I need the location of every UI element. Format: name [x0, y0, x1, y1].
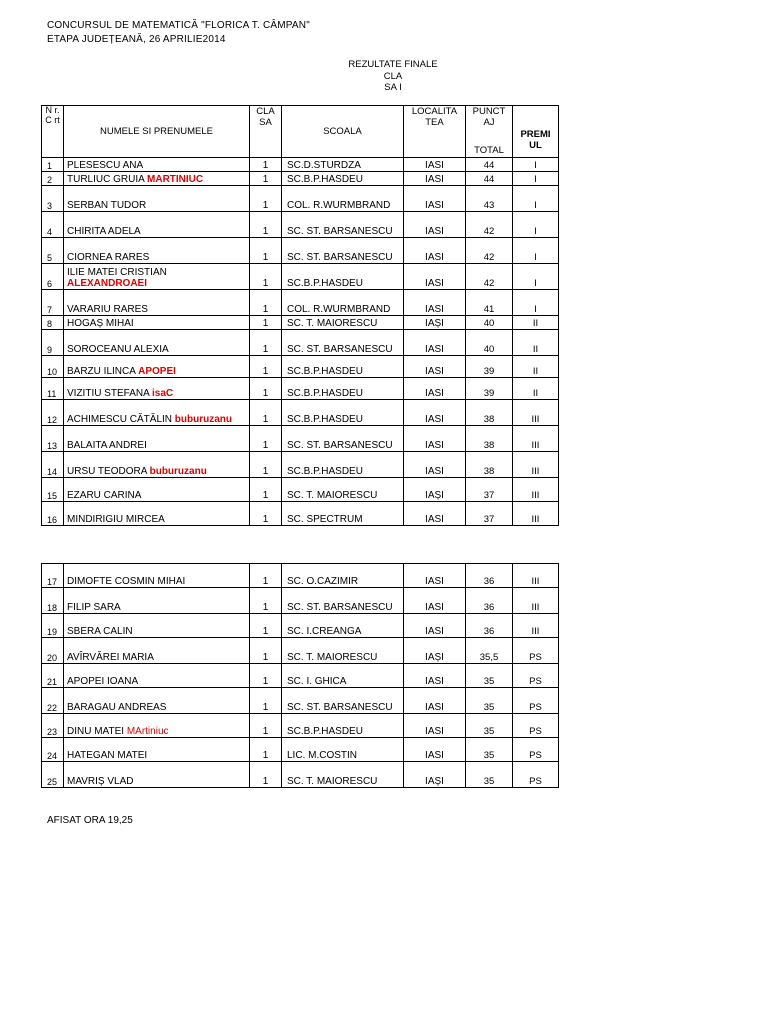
locality: IASI [404, 452, 466, 478]
school-name: SC. I. GHICA [282, 664, 404, 688]
row-number: 10 [42, 356, 64, 378]
locality: IASI [404, 212, 466, 238]
score-total: 38 [466, 426, 513, 452]
student-name [64, 564, 250, 588]
student-name [64, 614, 250, 638]
locality: IASI [404, 186, 466, 212]
table-row [42, 588, 559, 614]
table-row [42, 400, 559, 426]
student-name [64, 588, 250, 614]
score-total: 42 [466, 264, 513, 290]
table-row [42, 738, 559, 762]
class-value: 1 [250, 238, 282, 264]
locality: IAȘI [404, 478, 466, 502]
locality: IASI [404, 264, 466, 290]
score-total: 39 [466, 356, 513, 378]
student-name [64, 356, 250, 378]
student-name-text: BARZU ILINCA [67, 366, 139, 377]
locality: IAȘI [404, 316, 466, 330]
col-locality-header: LOCALITA TEA [404, 106, 466, 158]
locality: IASI [404, 290, 466, 316]
row-number: 2 [42, 172, 64, 186]
row-number: 5 [42, 238, 64, 264]
locality: IASI [404, 614, 466, 638]
col-prize-header: PREMI UL [513, 106, 559, 158]
student-name-text: VIZITIU STEFANA [67, 388, 153, 399]
score-total: 40 [466, 316, 513, 330]
student-name [64, 264, 250, 290]
school-name: SC.D.STURDZA [282, 158, 404, 172]
prize: III [513, 452, 559, 478]
table-row [42, 378, 559, 400]
prize: I [513, 172, 559, 186]
student-surname-highlight: MArtiniuc [126, 726, 169, 737]
locality: IASI [404, 714, 466, 738]
score-total: 35,5 [466, 638, 513, 664]
row-number: 17 [42, 564, 64, 588]
score-total: 41 [466, 290, 513, 316]
student-name [64, 316, 250, 330]
score-total: 36 [466, 614, 513, 638]
score-total: 37 [466, 502, 513, 526]
school-name: SC.B.P.HASDEU [282, 356, 404, 378]
results-table-1 [41, 105, 559, 526]
locality: IASI [404, 664, 466, 688]
locality: IAȘI [404, 638, 466, 664]
table-row [42, 452, 559, 478]
score-total: 35 [466, 664, 513, 688]
prize: PS [513, 638, 559, 664]
school-name: SC. T. MAIORESCU [282, 638, 404, 664]
row-number: 25 [42, 762, 64, 788]
student-surname-highlight: ALEXANDROAEI [67, 278, 148, 289]
student-name [64, 172, 250, 186]
school-name: SC. ST. BARSANESCU [282, 212, 404, 238]
table-row [42, 212, 559, 238]
class-value: 1 [250, 400, 282, 426]
student-name-text: DINU MATEI [67, 726, 127, 737]
class-value: 1 [250, 426, 282, 452]
score-total: 35 [466, 762, 513, 788]
class-value: 1 [250, 502, 282, 526]
row-number: 14 [42, 452, 64, 478]
table-row [42, 290, 559, 316]
locality: IASI [404, 330, 466, 356]
school-name: SC. ST. BARSANESCU [282, 426, 404, 452]
locality: IASI [404, 158, 466, 172]
school-name: SC. T. MAIORESCU [282, 478, 404, 502]
class-value: 1 [250, 688, 282, 714]
score-total: 36 [466, 564, 513, 588]
class-value: 1 [250, 564, 282, 588]
class-value: 1 [250, 212, 282, 238]
class-value: 1 [250, 316, 282, 330]
student-name-text: PLESESCU ANA [67, 160, 144, 171]
table-row [42, 688, 559, 714]
row-number: 11 [42, 378, 64, 400]
student-name-text: VARARIU RARES [67, 304, 148, 315]
table-row [42, 186, 559, 212]
student-surname-highlight: MARTINIUC [147, 174, 204, 185]
student-name [64, 426, 250, 452]
student-name-text: SBERA CALIN [67, 626, 133, 637]
student-surname-highlight: buburuzanu [174, 414, 233, 425]
locality: IASI [404, 426, 466, 452]
prize: I [513, 264, 559, 290]
student-name-text: CHIRITA ADELA [67, 226, 141, 237]
table-row [42, 316, 559, 330]
student-name [64, 330, 250, 356]
class-value: 1 [250, 638, 282, 664]
table-row [42, 614, 559, 638]
score-total: 35 [466, 688, 513, 714]
school-name: SC. ST. BARSANESCU [282, 588, 404, 614]
row-number: 23 [42, 714, 64, 738]
class-value: 1 [250, 158, 282, 172]
contest-stage: ETAPA JUDEȚEANĂ, 26 APRILIE2014 [47, 34, 226, 45]
prize: PS [513, 688, 559, 714]
class-value: 1 [250, 378, 282, 400]
student-name-text: HATEGAN MATEI [67, 750, 148, 761]
student-name [64, 158, 250, 172]
prize: III [513, 614, 559, 638]
student-name [64, 378, 250, 400]
locality: IASI [404, 356, 466, 378]
school-name: SC.B.P.HASDEU [282, 452, 404, 478]
class-value: 1 [250, 738, 282, 762]
col-score-label: PUNCT AJ [472, 106, 506, 128]
school-name: SC. ST. BARSANESCU [282, 330, 404, 356]
table-row [42, 664, 559, 688]
student-name-text: AVÎRVĂREI MARIA [67, 652, 154, 663]
school-name: SC. I.CREANGA [282, 614, 404, 638]
row-number: 7 [42, 290, 64, 316]
locality: IASI [404, 688, 466, 714]
contest-title: CONCURSUL DE MATEMATICĂ "FLORICA T. CÂMPAN" [47, 20, 310, 31]
posted-time: AFISAT ORA 19,25 [47, 815, 133, 826]
student-name [64, 238, 250, 264]
class-value: 1 [250, 614, 282, 638]
prize: PS [513, 714, 559, 738]
row-number: 12 [42, 400, 64, 426]
row-number: 19 [42, 614, 64, 638]
col-class-header: CLA SA [250, 106, 282, 158]
score-total: 38 [466, 452, 513, 478]
school-name: SC. ST. BARSANESCU [282, 238, 404, 264]
table-row [42, 426, 559, 452]
school-name: SC.B.P.HASDEU [282, 172, 404, 186]
score-total: 44 [466, 158, 513, 172]
row-number: 13 [42, 426, 64, 452]
school-name: SC. T. MAIORESCU [282, 316, 404, 330]
col-name-header: NUMELE SI PRENUMELE [64, 106, 250, 158]
row-number: 9 [42, 330, 64, 356]
row-number: 21 [42, 664, 64, 688]
student-name-text: TURLIUC GRUIA [67, 174, 148, 185]
student-name-text: MAVRIȘ VLAD [67, 776, 134, 787]
student-name [64, 738, 250, 762]
locality: IAȘI [404, 762, 466, 788]
row-number: 16 [42, 502, 64, 526]
prize: I [513, 290, 559, 316]
student-name [64, 212, 250, 238]
class-value: 1 [250, 452, 282, 478]
student-name [64, 400, 250, 426]
table-row [42, 478, 559, 502]
row-number: 8 [42, 316, 64, 330]
student-name-text: SERBAN TUDOR [67, 200, 147, 211]
prize: PS [513, 664, 559, 688]
student-name [64, 502, 250, 526]
class-value: 1 [250, 330, 282, 356]
student-name [64, 664, 250, 688]
table-row [42, 330, 559, 356]
table-row [42, 714, 559, 738]
row-number: 24 [42, 738, 64, 762]
student-name [64, 478, 250, 502]
score-total: 40 [466, 330, 513, 356]
prize: III [513, 426, 559, 452]
prize: II [513, 378, 559, 400]
school-name: COL. R.WURMBRAND [282, 290, 404, 316]
school-name: SC. SPECTRUM [282, 502, 404, 526]
score-total: 44 [466, 172, 513, 186]
header-row [42, 106, 559, 158]
results-title: REZULTATE FINALE [348, 59, 438, 70]
locality: IASI [404, 588, 466, 614]
class-label-1: CLA [383, 71, 403, 82]
student-name [64, 186, 250, 212]
prize: III [513, 478, 559, 502]
class-value: 1 [250, 664, 282, 688]
student-surname-highlight: isaC [152, 388, 174, 399]
locality: IASI [404, 502, 466, 526]
prize: PS [513, 762, 559, 788]
prize: I [513, 238, 559, 264]
prize: II [513, 356, 559, 378]
table-row [42, 172, 559, 186]
class-label-2: SA I [384, 82, 402, 93]
school-name: SC. O.CAZIMIR [282, 564, 404, 588]
score-total: 39 [466, 378, 513, 400]
score-total: 38 [466, 400, 513, 426]
table-row [42, 564, 559, 588]
student-surname-highlight: buburuzanu [149, 466, 207, 477]
table-row [42, 158, 559, 172]
locality: IASI [404, 238, 466, 264]
student-name-text: EZARU CARINA [67, 490, 142, 501]
prize: III [513, 564, 559, 588]
locality: IASI [404, 564, 466, 588]
school-name: SC.B.P.HASDEU [282, 400, 404, 426]
score-total: 37 [466, 478, 513, 502]
class-value: 1 [250, 290, 282, 316]
student-name [64, 452, 250, 478]
table-row [42, 502, 559, 526]
col-school-header: SCOALA [282, 106, 404, 158]
student-name-text: MINDIRIGIU MIRCEA [67, 514, 165, 525]
student-name-text: APOPEI IOANA [67, 676, 139, 687]
locality: IASI [404, 738, 466, 762]
prize: III [513, 502, 559, 526]
table-row [42, 356, 559, 378]
student-name [64, 714, 250, 738]
col-total-label: TOTAL [474, 145, 504, 156]
student-name-text: BARAGAU ANDREAS [67, 702, 167, 713]
row-number: 6 [42, 264, 64, 290]
student-name-text: BALAITA ANDREI [67, 440, 147, 451]
score-total: 42 [466, 238, 513, 264]
prize: I [513, 186, 559, 212]
student-name [64, 638, 250, 664]
student-surname-highlight: APOPEI [138, 366, 176, 377]
locality: IASI [404, 378, 466, 400]
class-value: 1 [250, 186, 282, 212]
school-name: SC.B.P.HASDEU [282, 264, 404, 290]
class-value: 1 [250, 478, 282, 502]
row-number: 20 [42, 638, 64, 664]
score-total: 42 [466, 212, 513, 238]
prize: II [513, 330, 559, 356]
results-table-2 [41, 563, 559, 788]
score-total: 43 [466, 186, 513, 212]
student-name-text: DIMOFTE COSMIN MIHAI [67, 576, 186, 587]
school-name: SC.B.P.HASDEU [282, 714, 404, 738]
class-value: 1 [250, 714, 282, 738]
school-name: LIC. M.COSTIN [282, 738, 404, 762]
locality: IASI [404, 400, 466, 426]
class-value: 1 [250, 172, 282, 186]
school-name: COL. R.WURMBRAND [282, 186, 404, 212]
table-row [42, 264, 559, 290]
prize: II [513, 316, 559, 330]
student-name [64, 688, 250, 714]
row-number: 18 [42, 588, 64, 614]
school-name: SC.B.P.HASDEU [282, 378, 404, 400]
student-name [64, 290, 250, 316]
student-name-text: SOROCEANU ALEXIA [67, 344, 169, 355]
table-row [42, 638, 559, 664]
prize: III [513, 588, 559, 614]
row-number: 22 [42, 688, 64, 714]
prize: III [513, 400, 559, 426]
row-number: 1 [42, 158, 64, 172]
student-name-text: ACHIMESCU CĂTĂLIN [67, 414, 175, 425]
prize: PS [513, 738, 559, 762]
score-total: 35 [466, 738, 513, 762]
class-value: 1 [250, 588, 282, 614]
student-name [64, 762, 250, 788]
student-name-text: HOGAȘ MIHAI [67, 318, 134, 329]
locality: IASI [404, 172, 466, 186]
student-name-text: CIORNEA RARES [67, 252, 150, 263]
col-score-header [466, 106, 513, 158]
prize: I [513, 158, 559, 172]
school-name: SC. ST. BARSANESCU [282, 688, 404, 714]
row-number: 3 [42, 186, 64, 212]
table-row [42, 238, 559, 264]
row-number: 4 [42, 212, 64, 238]
student-name-text: ILIE MATEI CRISTIAN [67, 267, 167, 278]
score-total: 36 [466, 588, 513, 614]
prize: I [513, 212, 559, 238]
student-name-text: FILIP SARA [67, 602, 121, 613]
student-name-text: URSU TEODORA [67, 466, 150, 477]
col-nr-header: N r. C rt [42, 106, 64, 158]
row-number: 15 [42, 478, 64, 502]
score-total: 35 [466, 714, 513, 738]
class-value: 1 [250, 762, 282, 788]
school-name: SC. T. MAIORESCU [282, 762, 404, 788]
table-row [42, 762, 559, 788]
class-value: 1 [250, 264, 282, 290]
class-value: 1 [250, 356, 282, 378]
